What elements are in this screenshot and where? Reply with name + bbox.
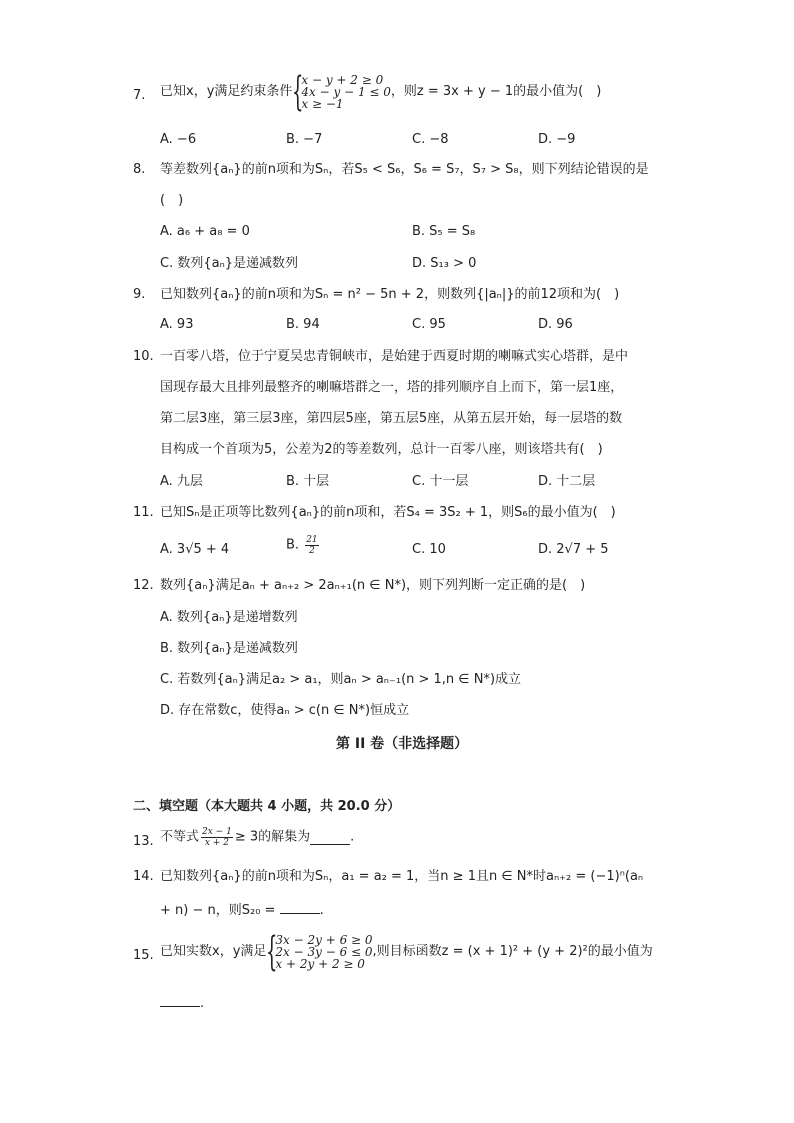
option-c: C. 若数列{aₙ}满足a₂ > a₁，则aₙ > aₙ₋₁(n > 1,n ∈ N*)成立 [160,672,522,687]
question-stem [160,69,602,115]
option-c: C. 95 [412,317,446,332]
option-d: D. 2√7 + 5 [538,542,609,557]
option-d: D. 十二层 [538,474,596,489]
stem-text: . [350,829,355,845]
stem-text: . [200,996,205,1011]
question-number: 7. [133,88,146,103]
question-stem: 已知Sₙ是正项等比数列{aₙ}的前n项和，若S₄ = 3S₂ + 1，则S₆的最小值为( ) [160,505,616,520]
option-b: B. −7 [286,132,323,147]
question-number: 11. [133,505,154,520]
fraction-denominator: 2 [309,546,315,556]
option-b [286,535,321,556]
option-b: B. S₅ = S₈ [412,224,476,239]
constraint-line: 2x − 3y − 6 ≤ 0 [275,945,373,959]
question-number: 12. [133,578,154,593]
stem-text: 已知x，y满足约束条件 [160,84,293,99]
option-c: C. 10 [412,542,446,557]
question-stem: ( ) [160,193,184,208]
question-number: 14. [133,869,154,884]
option-d: D. −9 [538,132,576,147]
question-13 [133,825,663,855]
part-title: 第 II 卷（非选择题） [336,736,469,752]
question-stem: 已知数列{aₙ}的前n项和为Sₙ，a₁ = a₂ = 1，当n ≥ 1且n ∈ N*时aₙ₊₂ = (−1)ⁿ(aₙ [160,869,644,884]
brace-glyph: { [266,929,278,975]
option-b: B. 数列{aₙ}是递减数列 [160,641,298,656]
question-number: 15. [133,948,154,963]
option-a: A. 93 [160,317,194,332]
question-9 [133,285,663,335]
option-a: A. 3√5 + 4 [160,542,230,557]
option-d: D. S₁₃ > 0 [412,256,477,271]
constraint-system [266,929,373,975]
constraint-line: x + 2y + 2 ≥ 0 [275,957,365,971]
constraint-system [292,69,391,115]
question-stem: 数列{aₙ}满足aₙ + aₙ₊₂ > 2aₙ₊₁(n ∈ N*)，则下列判断一定正确的是( ) [160,578,586,593]
fraction [305,535,318,556]
stem-text: ，则z = 3x + y − 1的最小值为( ) [390,84,602,99]
option-a: A. a₆ + a₈ = 0 [160,224,250,239]
answer-blank[interactable] [280,899,320,914]
question-12 [133,576,663,726]
constraint-line: x ≥ −1 [301,97,344,111]
question-number: 10. [133,349,154,364]
question-stem: 目构成一个首项为5，公差为2的等差数列，总计一百零八座，则该塔共有( ) [160,442,603,457]
question-15 [133,928,663,1018]
question-number: 13. [133,834,154,849]
option-a: A. 数列{aₙ}是递增数列 [160,610,298,625]
answer-line [160,992,204,1014]
option-c: C. 数列{aₙ}是递减数列 [160,256,299,271]
brace-glyph: { [292,69,304,115]
option-b: B. 十层 [286,474,330,489]
answer-blank[interactable] [310,830,350,845]
question-11 [133,503,663,563]
question-number: 9. [133,287,146,302]
stem-text: 已知实数x，y满足 [160,944,267,959]
question-stem: 等差数列{aₙ}的前n项和为Sₙ，若S₅ < S₆，S₆ = S₇，S₇ > S₈，则下列结论错误的是 [160,162,649,177]
option-b: B. 94 [286,317,320,332]
question-stem [160,929,653,975]
constraint-line: 4x − y − 1 ≤ 0 [301,85,391,99]
constraint-line: 3x − 2y + 6 ≥ 0 [275,933,373,947]
option-c: C. −8 [412,132,449,147]
stem-text: ≥ 3的解集为 [234,829,311,845]
option-a: A. −6 [160,132,197,147]
fraction [201,827,233,848]
stem-text: ,则目标函数z = (x + 1)² + (y + 2)²的最小值为 [372,944,653,959]
stem-text: 不等式 [160,829,200,845]
stem-text: + n) − n，则S₂₀ = [160,903,276,918]
option-c: C. 十一层 [412,474,469,489]
question-7 [133,68,663,158]
question-stem [160,899,324,921]
question-stem: 一百零八塔，位于宁夏吴忠青铜峡市，是始建于西夏时期的喇嘛式实心塔群，是中 [160,349,629,364]
question-number: 8. [133,162,146,177]
section-heading: 二、填空题（本大题共 4 小题，共 20.0 分） [133,799,401,814]
stem-text: . [319,903,324,918]
question-stem [160,827,354,848]
option-d: D. 96 [538,317,573,332]
option-d: D. 存在常数c，使得aₙ > c(n ∈ N*)恒成立 [160,703,410,718]
question-stem: 已知数列{aₙ}的前n项和为Sₙ = n² − 5n + 2，则数列{|aₙ|}的前12项和为( ) [160,287,620,302]
fraction-numerator: 21 [306,535,318,545]
constraint-line: x − y + 2 ≥ 0 [301,73,384,87]
option-label: B. [286,537,300,553]
fraction-denominator: x + 2 [204,838,229,848]
question-stem: 国现存最大且排列最整齐的喇嘛塔群之一，塔的排列顺序自上而下，第一层1座， [160,380,624,395]
question-10 [133,347,663,497]
option-a: A. 九层 [160,474,203,489]
question-stem: 第二层3座，第三层3座，第四层5座，第五层5座，从第五层开始，每一层塔的数 [160,411,623,426]
fraction-numerator: 2x − 1 [202,827,232,837]
answer-blank[interactable] [160,992,200,1007]
question-14 [133,867,663,927]
question-8 [133,160,663,280]
